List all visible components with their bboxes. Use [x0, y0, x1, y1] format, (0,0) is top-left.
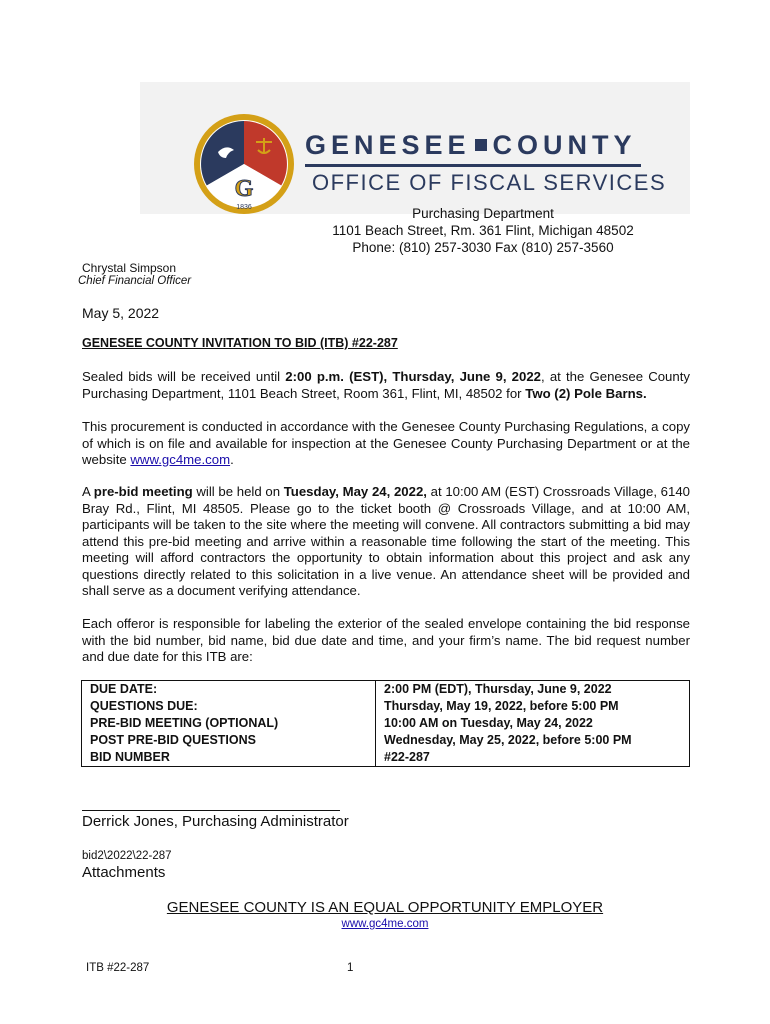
table-row: BID NUMBER #22-287 — [82, 749, 690, 767]
attachments-label: Attachments — [82, 864, 166, 881]
org-name-part1: GENESEE — [305, 130, 471, 160]
table-row: PRE-BID MEETING (OPTIONAL) 10:00 AM on Tuesday, May 24, 2022 — [82, 715, 690, 732]
pre-bid-date: Tuesday, May 24, 2022, — [283, 484, 427, 499]
cfo-title: Chief Financial Officer — [78, 275, 192, 287]
org-name — [305, 130, 637, 161]
page-number: 1 — [347, 962, 354, 974]
footer-itb-number: ITB #22-287 — [86, 962, 150, 974]
signature-line — [82, 810, 340, 811]
org-name-part2: COUNTY — [492, 130, 637, 160]
seal-year: 1836 — [236, 204, 252, 211]
paragraph-labeling: Each offeror is responsible for labeling the exterior of the sealed envelope containing the bid response with the bid number, bid name, bid due date and time, and your firm’s name. The bid request number and due date for this ITB are: — [82, 616, 690, 664]
pre-bid-label: pre-bid meeting — [93, 484, 193, 499]
department-name: Purchasing Department — [412, 206, 554, 221]
paragraph-regulations: This procurement is conducted in accordance with the Genesee County Purchasing Regulations, a copy of which is on file and available for inspection at the Genesee County Purchasing Department or at the website www.gc4me.com. — [82, 419, 690, 467]
letterhead-rule — [305, 164, 641, 167]
org-subtitle: OFFICE OF FISCAL SERVICES — [312, 170, 667, 195]
paragraph-sealed-bids: Sealed bids will be received until 2:00 p.m. (EST), Thursday, June 9, 2022, at the Genesee County Purchasing Department, 1101 Beach Street, Room 361, Flint, MI, 48502 for Two (2) Pole Barns. — [82, 369, 690, 401]
schedule-table — [81, 680, 690, 767]
cfo-name: Chrystal Simpson — [82, 261, 177, 275]
department-block — [290, 205, 676, 256]
file-reference: bid2\2022\22-287 — [82, 850, 172, 862]
footer-website-link[interactable]: www.gc4me.com — [341, 918, 429, 930]
itb-title: GENESEE COUNTY INVITATION TO BID (ITB) #22-287 — [82, 336, 398, 350]
table-row: QUESTIONS DUE: Thursday, May 19, 2022, before 5:00 PM — [82, 698, 690, 715]
department-address: 1101 Beach Street, Rm. 361 Flint, Michigan 48502 — [332, 223, 634, 238]
seal-letter: G — [234, 176, 254, 202]
table-row: POST PRE-BID QUESTIONS Wednesday, May 25, 2022, before 5:00 PM — [82, 732, 690, 749]
footer-website — [0, 918, 770, 930]
square-icon — [475, 139, 487, 151]
signatory-name: Derrick Jones, Purchasing Administrator — [82, 813, 349, 830]
county-seal-icon — [192, 112, 296, 216]
bid-deadline: 2:00 p.m. (EST), Thursday, June 9, 2022 — [285, 369, 542, 384]
letter-date: May 5, 2022 — [82, 305, 160, 321]
eoe-statement: GENESEE COUNTY IS AN EQUAL OPPORTUNITY EMPLOYER — [166, 899, 604, 916]
bid-item: Two (2) Pole Barns. — [525, 385, 647, 401]
website-link[interactable]: www.gc4me.com — [130, 452, 231, 467]
paragraph-pre-bid-meeting: A pre-bid meeting will be held on Tuesday, May 24, 2022, at 10:00 AM (EST) Crossroads Village, 6140 Bray Rd., Flint, MI 48505. Please go to the ticket booth @ Crossroads Village, and at 10:00 AM, participants will be taken to the site where the meeting will convene. All contractors submitting a bid may attend this pre-bid meeting and arrive within a reasonable time following the start of the meeting. This meeting will afford contractors the opportunity to obtain information about this project and ask any questions directly related to this solicitation in a live venue. An attendance sheet will be provided and shall serve as a document verifying attendance. — [82, 484, 691, 598]
table-row: DUE DATE: 2:00 PM (EDT), Thursday, June 9, 2022 — [82, 681, 690, 699]
department-phone: Phone: (810) 257-3030 Fax (810) 257-3560 — [352, 240, 614, 255]
